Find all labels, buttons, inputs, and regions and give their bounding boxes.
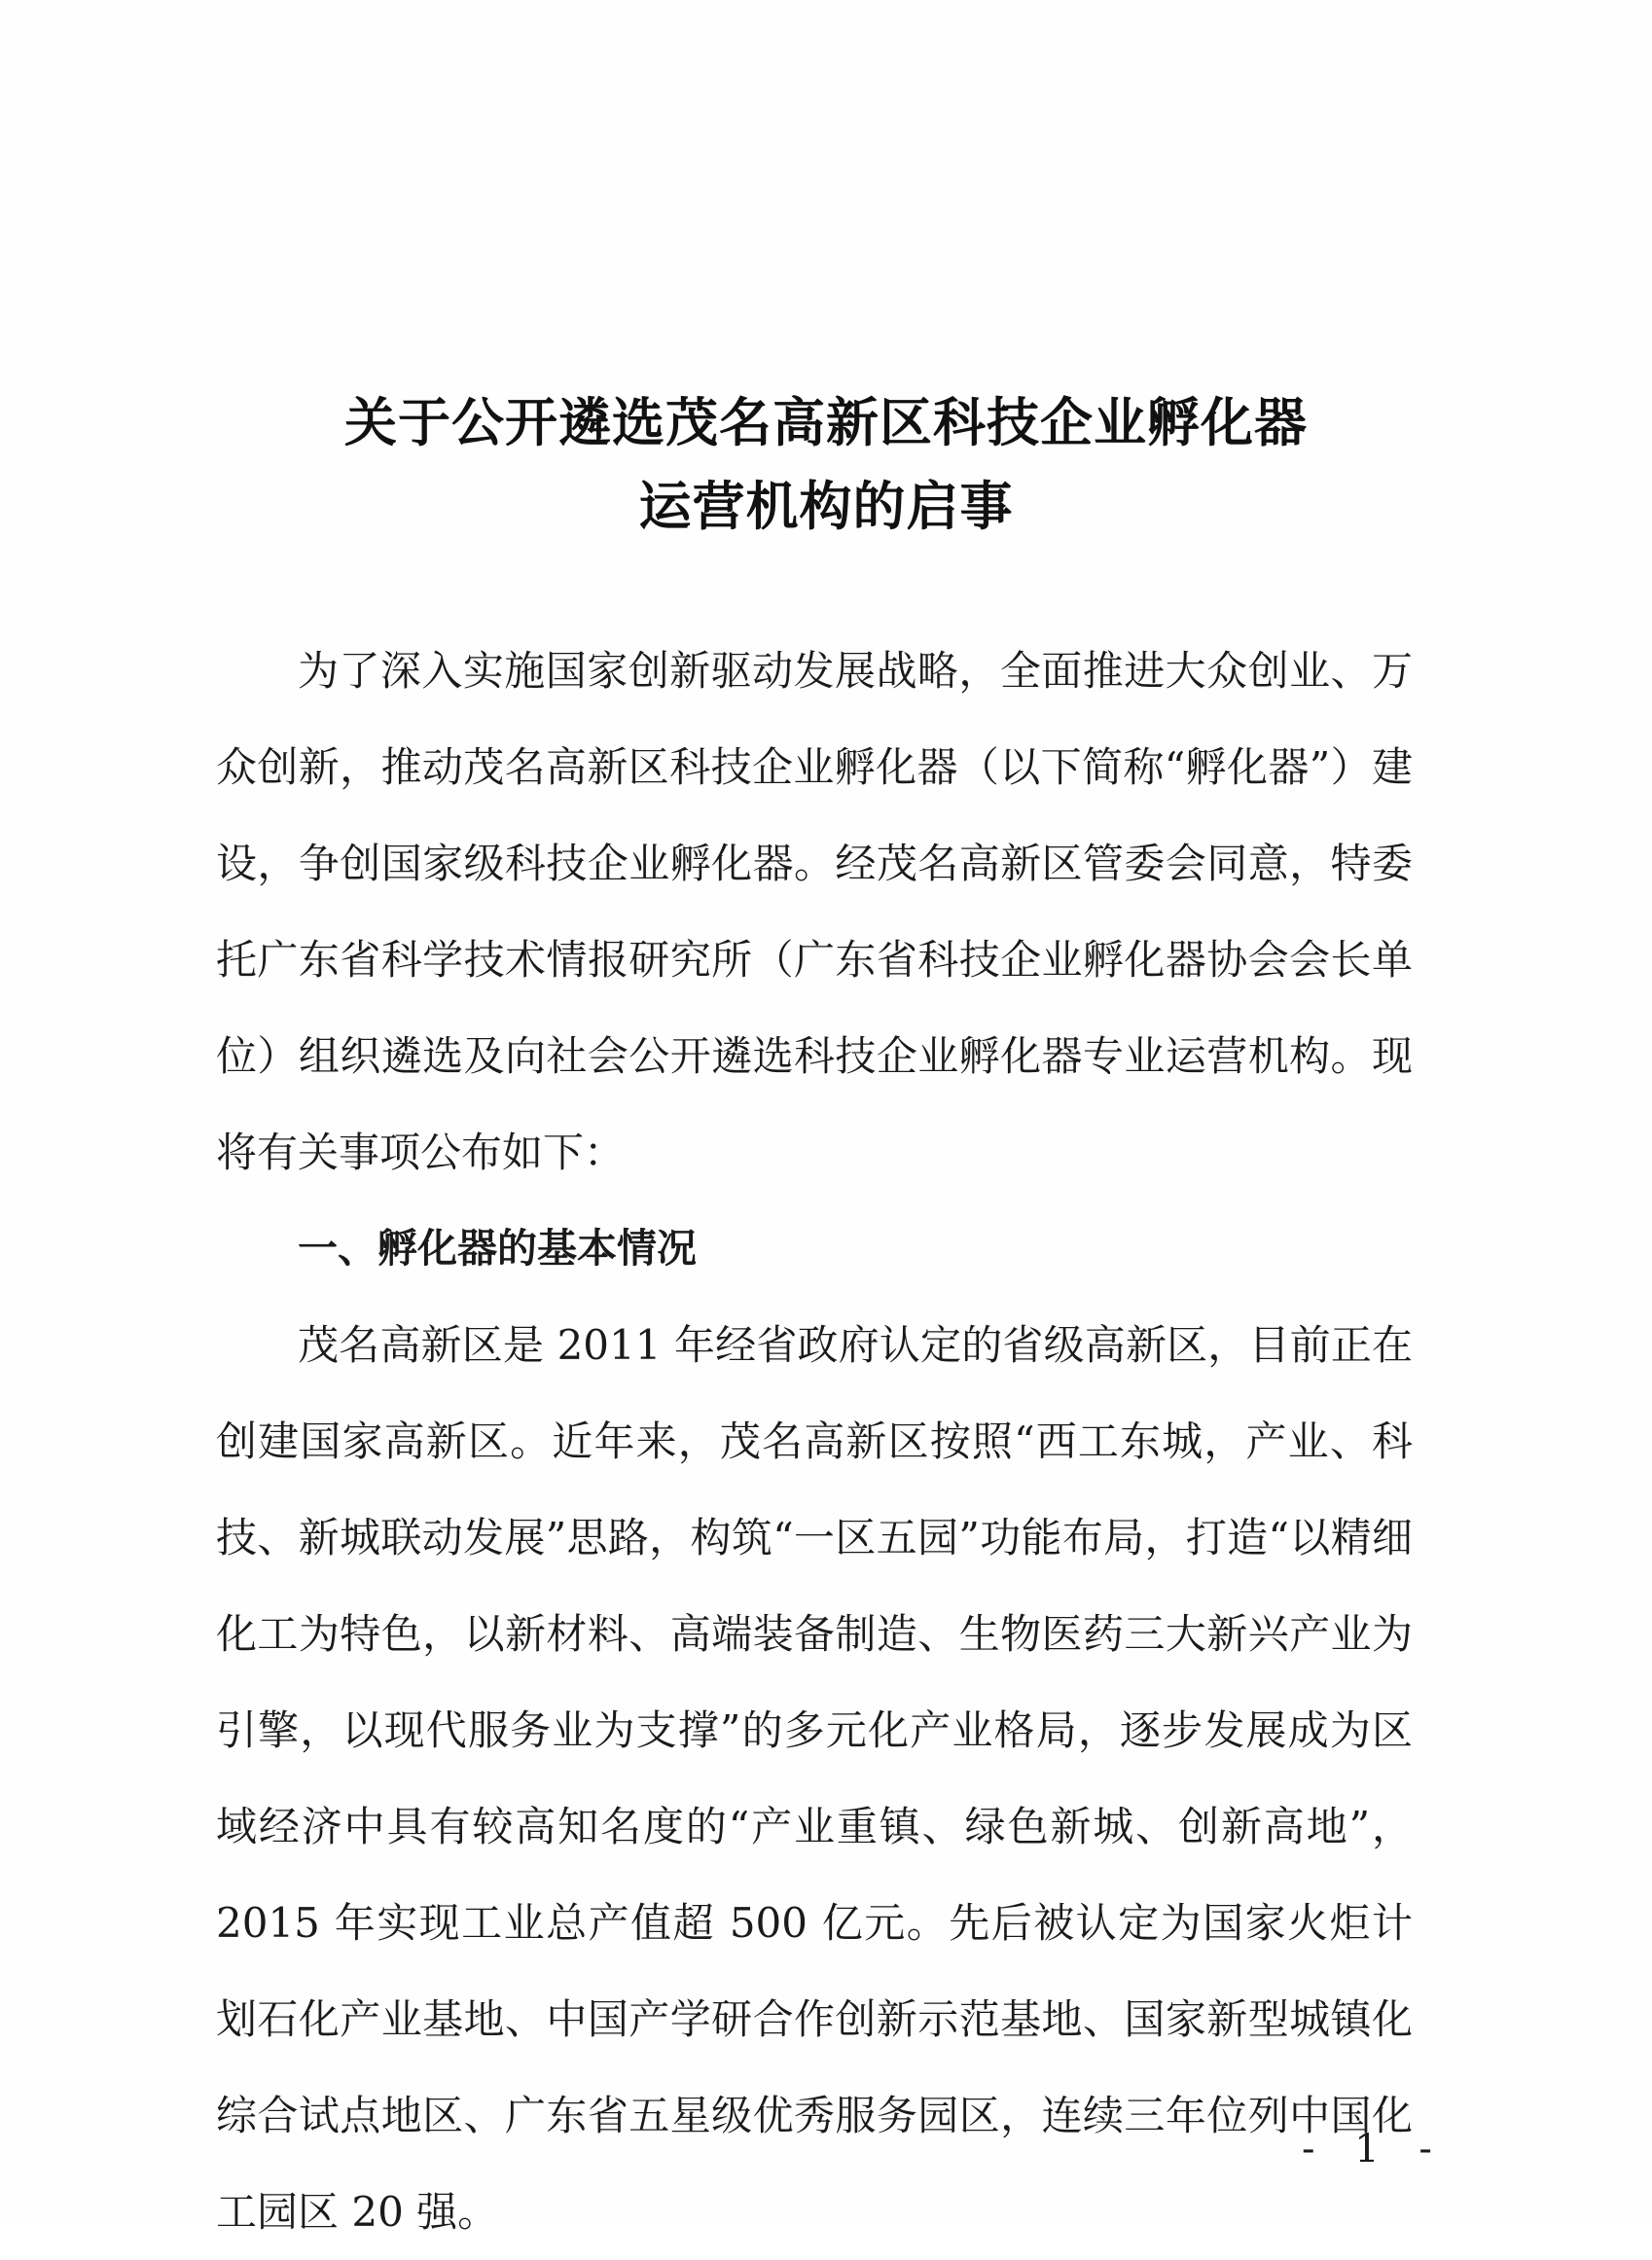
page-number: - 1 - <box>1302 2127 1446 2171</box>
section-paragraph-basic-info: 茂名高新区是 2011 年经省政府认定的省级高新区，目前正在创建国家高新区。近年来，茂名高新区按照“西工东城，产业、科技、新城联动发展”思路，构筑“一区五园”功能布局，打造“以精细化工为特色，以新材料、高端装备制造、生物医药三大新兴产业为引擎，以现代服务业为支撑”的多元化产业格局，逐步发展成为区域经济中具有较高知名度的“产业重镇、绿色新城、创新高地”，2015 年实现工业总产值超 500 亿元。先后被认定为国家火炬计划石化产业基地、中国产学研合作创新示范基地、国家新型城镇化综合试点地区、广东省五星级优秀服务园区，连续三年位列中国化工园区 20 强。 <box>216 1321 1413 2236</box>
intro-paragraph: 为了深入实施国家创新驱动发展战略，全面推进大众创业、万众创新，推动茂名高新区科技企业孵化器（以下简称“孵化器”）建设，争创国家级科技企业孵化器。经茂名高新区管委会同意，特委托广东省科学技术情报研究所（广东省科技企业孵化器协会会长单位）组织遴选及向社会公开遴选科技企业孵化器专业运营机构。现将有关事项公布如下： <box>216 647 1413 1176</box>
section-heading-basic-info: 一、孵化器的基本情况 <box>298 1225 697 1272</box>
document-title-line-1: 关于公开遴选茂名高新区科技企业孵化器 <box>344 392 1308 453</box>
document-body <box>216 623 1413 2260</box>
document-title-line-2: 运营机构的启事 <box>638 476 1014 537</box>
